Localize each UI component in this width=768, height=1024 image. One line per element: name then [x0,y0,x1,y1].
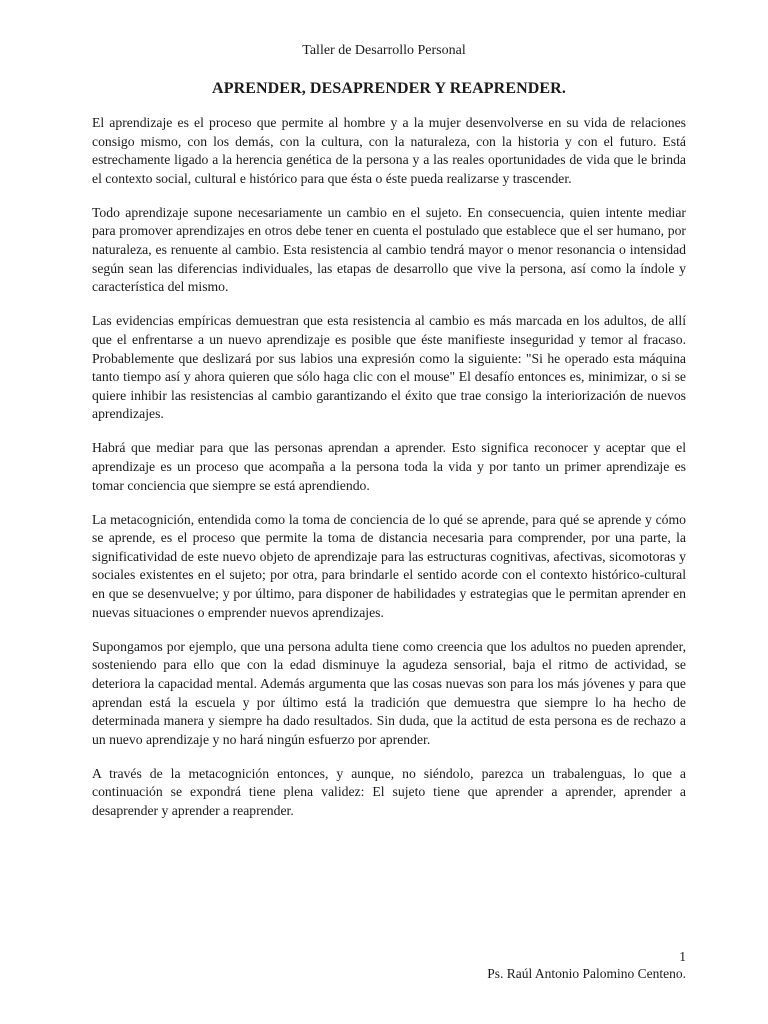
running-header: Taller de Desarrollo Personal [302,43,466,58]
paragraph: A través de la metacognición entonces, y aunque, no siéndolo, parezca un trabalenguas, lo que a continuación se expondrá tiene plena validez: El sujeto tiene que aprender a aprender, aprender a desaprender y aprender a reaprender. [92,765,686,818]
paragraph: Todo aprendizaje supone necesariamente un cambio en el sujeto. En consecuencia, quien intente mediar para promover aprendizajes en otros debe tener en cuenta el postulado que establece que el ser humano, por naturaleza, es renuente al cambio. Esta resistencia al cambio tendrá mayor o menor resonancia o intensidad según sean las diferencias individuales, las etapas de desarrollo que vive la persona, así como la índole y característica del mismo. [92,204,686,295]
paragraph: El aprendizaje es el proceso que permite al hombre y a la mujer desenvolverse en su vida de relaciones consigo mismo, con los demás, con la cultura, con la naturaleza, con la historia y con el futuro. Está estrechamente ligado a la herencia genética de la persona y a las reales oportunidades de vida que le brinda el contexto social, cultural e histórico para que ésta o éste pueda realizarse y trascender. [92,115,686,186]
paragraph: Supongamos por ejemplo, que una persona adulta tiene como creencia que los adultos no pueden aprender, sosteniendo para ello que con la edad disminuye la agudeza sensorial, baja el ritmo de actividad, se deteriora la capacidad mental. Además argumenta que las cosas nuevas son para los más jóvenes y para que aprendan está la escuela y por último está la tradición que demuestra que siempre lo ha hecho de determinada manera y siempre ha dado resultados. Sin duda, que la actitud de esta persona es de rechazo a un nuevo aprendizaje y no hará ningún esfuerzo por aprender. [92,638,686,747]
author-footer: Ps. Raúl Antonio Palomino Centeno. [487,966,686,981]
page-number: 1 [679,949,686,964]
document-title: APRENDER, DESAPRENDER Y REAPRENDER. [212,80,566,97]
paragraph: Habrá que mediar para que las personas aprendan a aprender. Esto significa reconocer y aceptar que el aprendizaje es un proceso que acompaña a la persona toda la vida y por tanto un primer aprendizaje es tomar conciencia que siempre se está aprendiendo. [92,440,686,493]
paragraph: La metacognición, entendida como la toma de conciencia de lo qué se aprende, para qué se aprende y cómo se aprende, es el proceso que permite la toma de distancia necesaria para comprender, por una parte, la significatividad de este nuevo objeto de aprendizaje para las estructuras cognitivas, afectivas, sicomotoras y sociales existentes en el sujeto; por otra, para brindarle el sentido acorde con el contexto histórico-cultural en que se desenvuelve; y por último, para disponer de habilidades y estrategias que le permitan aprender en nuevas situaciones o emprender nuevos aprendizajes. [92,511,686,620]
document-body [92,114,686,836]
paragraph: Las evidencias empíricas demuestran que esta resistencia al cambio es más marcada en los adultos, de allí que el enfrentarse a un nuevo aprendizaje es posible que éste manifieste inseguridad y temor al fracaso. Probablemente que deslizará por sus labios una expresión como la siguiente: "Si he operado esta máquina tanto tiempo así y ahora quieren que sólo haga clic con el mouse" El desafío entonces es, minimizar, o si se quiere inhibir las resistencias al cambio garantizando el éxito que trae consigo la interiorización de nuevos aprendizajes. [92,313,686,422]
